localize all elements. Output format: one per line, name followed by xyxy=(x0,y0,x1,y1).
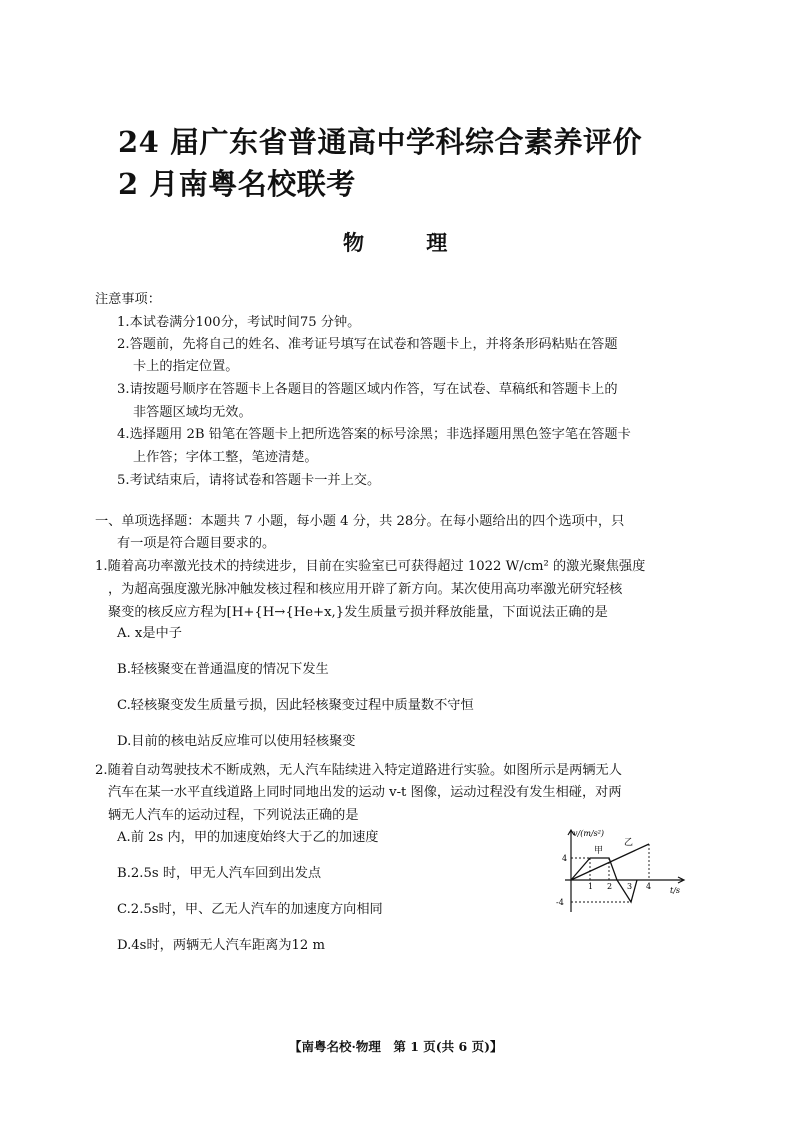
vt-graph-x-tick: 3 xyxy=(627,882,633,891)
vt-graph-x-tick: 1 xyxy=(588,882,594,891)
vt-graph-label-yi: 乙 xyxy=(624,838,634,848)
notice-item: 卡上的指定位置。 xyxy=(133,359,239,374)
question-1-option-b: B.轻核聚变在普通温度的情况下发生 xyxy=(117,662,329,677)
question-1-option-d: D.目前的核电站反应堆可以使用轻核聚变 xyxy=(117,734,356,749)
question-1-stem: 1.随着高功率激光技术的持续进步，目前在实验室已可获得超过 1022 W/cm² 的激光聚焦强度 xyxy=(95,559,646,574)
question-2-stem: 辆无人汽车的运动过程，下列说法正确的是 xyxy=(108,808,359,823)
notice-item: 2.答题前，先将自己的姓名、准考证号填写在试卷和答题卡上，并将条形码粘贴在答题 xyxy=(117,337,618,352)
vt-graph-x-label: t/s xyxy=(670,886,681,895)
vt-graph-y-label: v/(m/s²) xyxy=(573,829,605,838)
question-2-option-b: B.2.5s 时，甲无人汽车回到出发点 xyxy=(117,866,322,881)
notice-item: 5.考试结束后，请将试卷和答题卡一并上交。 xyxy=(117,473,381,488)
vt-graph-figure xyxy=(553,826,688,914)
notice-item: 上作答；字体工整，笔迹清楚。 xyxy=(133,450,318,465)
question-2-option-a: A.前 2s 内，甲的加速度始终大于乙的加速度 xyxy=(117,830,379,845)
question-1-option-a: A. x是中子 xyxy=(117,626,182,641)
subject-title: 物 理 xyxy=(343,230,448,255)
question-2-option-d: D.4s时，两辆无人汽车距离为12 m xyxy=(117,938,325,953)
notice-heading: 注意事项： xyxy=(95,292,161,307)
vt-graph-y-tick-neg: -4 xyxy=(556,898,564,907)
page-footer: 【南粤名校·物理 第 1 页(共 6 页)】 xyxy=(289,1039,503,1054)
vt-graph-guides xyxy=(571,844,652,902)
exam-title-line2: 2 月南粤名校联考 xyxy=(118,167,356,201)
notice-item: 4.选择题用 2B 铅笔在答题卡上把所选答案的标号涂黑；非选择题用黑色签字笔在答题卡 xyxy=(117,427,631,442)
notice-item: 3.请按题号顺序在答题卡上各题目的答题区域内作答，写在试卷、草稿纸和答题卡上的 xyxy=(117,382,618,397)
section-heading: 一、单项选择题：本题共 7 小题，每小题 4 分，共 28分。在每小题给出的四个选项中，只 xyxy=(95,514,625,529)
vt-graph-line-yi xyxy=(571,844,649,880)
section-heading-cont: 有一项是符合题目要求的。 xyxy=(117,536,276,551)
question-2-stem: 2.随着自动驾驶技术不断成熟，无人汽车陆续进入特定道路进行实验。如图所示是两辆无人 xyxy=(95,763,622,778)
question-1-stem: ，为超高强度激光脉冲触发核过程和核应用开辟了新方向。某次使用高功率激光研究轻核 xyxy=(108,582,623,597)
vt-graph-x-tick: 2 xyxy=(607,882,613,891)
notice-item: 1.本试卷满分100分，考试时间75 分钟。 xyxy=(117,315,361,330)
vt-graph-x-tick: 4 xyxy=(646,882,652,891)
exam-title-line1: 24 届广东省普通高中学科综合素养评价 xyxy=(118,125,642,159)
question-2-stem: 汽车在某一水平直线道路上同时同地出发的运动 v-t 图像，运动过程没有发生相碰，对两 xyxy=(108,785,622,800)
vt-graph-label-jia: 甲 xyxy=(594,846,604,856)
notice-item: 非答题区域均无效。 xyxy=(133,405,252,420)
vt-graph-y-tick-pos: 4 xyxy=(562,854,568,863)
question-1-option-c: C.轻核聚变发生质量亏损，因此轻核聚变过程中质量数不守恒 xyxy=(117,698,474,713)
question-2-option-c: C.2.5s时，甲、乙无人汽车的加速度方向相同 xyxy=(117,902,383,917)
question-1-stem: 聚变的核反应方程为[H+{H→{He+x,}发生质量亏损并释放能量，下面说法正确的是 xyxy=(108,605,608,620)
